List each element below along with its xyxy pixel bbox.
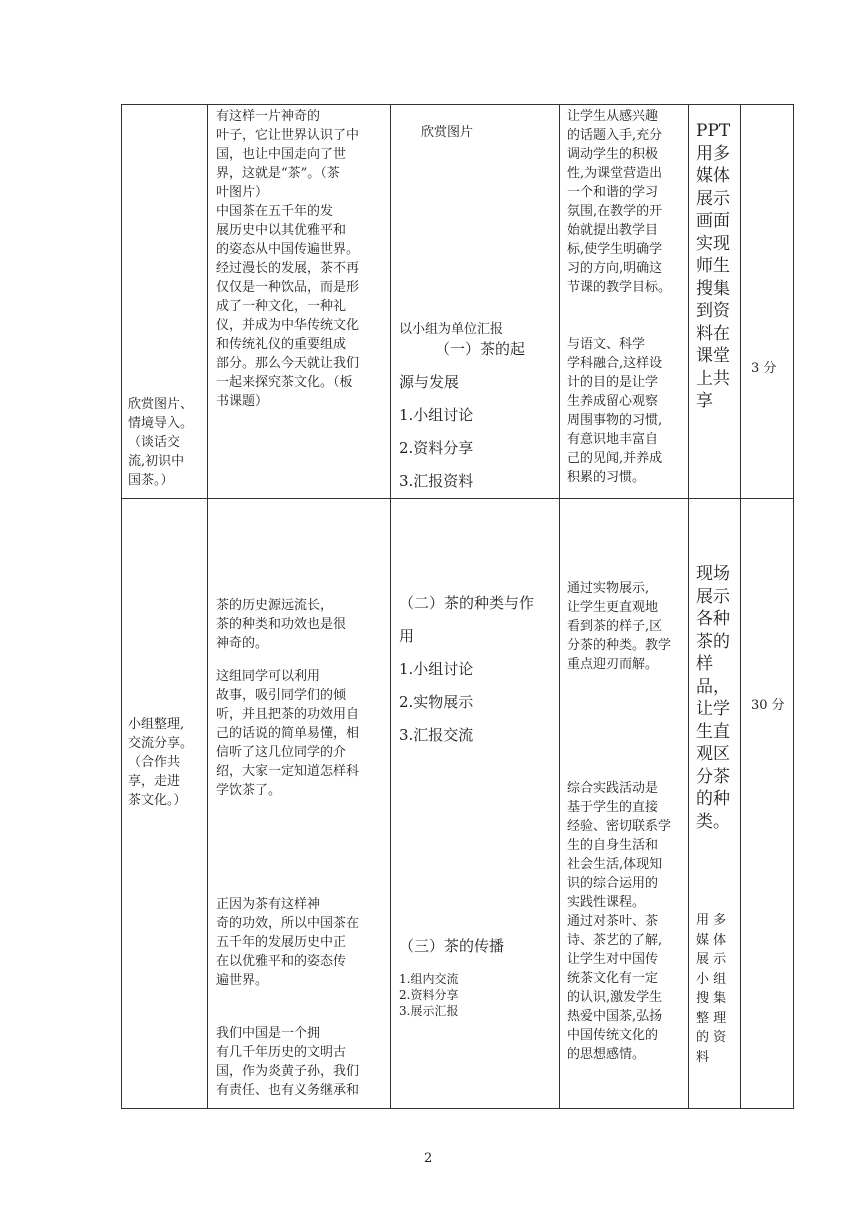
design-intent-cell (560, 499, 689, 1109)
teacher-paragraph: 我们中国是一个拥 有几千年历史的文明古 国，作为炎黄子孙，我们 有责任、也有义务继承和 (216, 1026, 360, 1098)
design-intent-cell (560, 105, 689, 499)
media-text: PPT 用多 媒体 展示 画面 实现 师生 搜集 到资 料在 课堂 上共 享 (696, 121, 731, 411)
teacher-paragraph: 这组同学可以利用 故事，吸引同学们的倾 听，并且把茶的功效用自 己的话说的简单易懂，相 信听了这几位同学的介 绍，大家一定知道怎样科 学饮茶了。 (216, 669, 360, 798)
teacher-paragraph: 有这样一片神奇的 叶子，它让世界认识了中 国，也让中国走向了世 界，这就是“茶”。（茶 叶图片） (216, 109, 360, 200)
media-text: 现场 展示 各种 茶的 样 品， 让学 生直 观区 分茶 的种 类。 (696, 564, 730, 832)
time-text: 30 分 (751, 698, 785, 713)
stage-cell (122, 105, 208, 499)
student-section-title: （三）茶的传播 (399, 937, 505, 955)
student-steps: 1.小组讨论 2.资料分享 3.汇报资料 (399, 406, 474, 490)
intent-paragraph: 与语文、科学 学科融合,这样设 计的目的是让学 生养成留心观察 周围事物的习惯, 有意识地丰富自 己的见闻,并养成 积累的习惯。 (567, 337, 663, 485)
teacher-paragraph: 正因为茶有这样神 奇的功效，所以中国茶在 五千年的发展历史中正 在以优雅平和的姿态传 遍世界。 (216, 897, 360, 988)
teacher-activity-cell (208, 105, 391, 499)
time-text: 3 分 (751, 361, 777, 376)
student-section-title: （一）茶的起 源与发展 (399, 340, 526, 391)
lesson-plan-table (121, 104, 794, 1109)
page-number: 2 (424, 1151, 433, 1166)
media-cell (689, 499, 741, 1109)
student-steps: 1.组内交流 2.资料分享 3.展示汇报 (399, 972, 459, 1018)
table-row (122, 105, 794, 499)
student-report-label: 以小组为单位汇报 (399, 322, 504, 337)
teacher-activity-cell (208, 499, 391, 1109)
intent-paragraph: 让学生从感兴趣 的话题入手,充分 调动学生的积极 性,为课堂营造出 一个和谐的学习 氛围,在教学的开 始就提出教学目 标,使学生明确学 习的方向,明确这 节课的教学目标。 (567, 109, 672, 295)
stage-cell (122, 499, 208, 1109)
teacher-paragraph: 中国茶在五千年的发 展历史中以其优雅平和 的姿态从中国传遍世界。 经过漫长的发展，茶不再 仅仅是一种饮品，而是形 成了一种文化，一种礼 仪，并成为中华传统文化 和传统礼仪的重要组成 部分。那么今天就让我们 一起来探究茶文化。（板 书课题） (216, 204, 360, 409)
intent-paragraph: 综合实践活动是 基于学生的直接 经验、密切联系学 生的自身生活和 社会生活,体现知 识的综合运用的 实践性课程。 通过对茶叶、茶 诗、茶艺的了解, 让学生对中国传 统茶文化有一定 的认识,激发学生 热爱中国茶,弘扬 中国传统文化的 的思想感情。 (567, 781, 672, 1062)
teacher-paragraph: 茶的历史源远流长， 茶的种类和功效也是很 神奇的。 (216, 598, 347, 651)
time-cell (741, 499, 794, 1109)
stage-text: 欣赏图片、 情境导入。 （谈话交 流,初识中 国茶。） (128, 397, 194, 488)
stage-text: 小组整理, 交流分享。 （合作共 享，走进 茶文化。） (128, 717, 194, 808)
media-cell (689, 105, 741, 499)
student-activity-cell (391, 499, 560, 1109)
student-activity-cell (391, 105, 560, 499)
time-cell (741, 105, 794, 499)
student-activity-heading: 欣赏图片 (421, 125, 474, 140)
table-row (122, 499, 794, 1109)
student-section-title: （二）茶的种类与作 用 (399, 594, 535, 645)
media-text: 用 多 媒 体 展 示 小 组 搜 集 整 理 的 资 料 (696, 913, 727, 1065)
student-steps: 1.小组讨论 2.实物展示 3.汇报交流 (399, 660, 474, 744)
intent-paragraph: 通过实物展示, 让学生更直观地 看到茶的样子,区 分茶的种类。教学 重点迎刃而解。 (567, 581, 672, 672)
